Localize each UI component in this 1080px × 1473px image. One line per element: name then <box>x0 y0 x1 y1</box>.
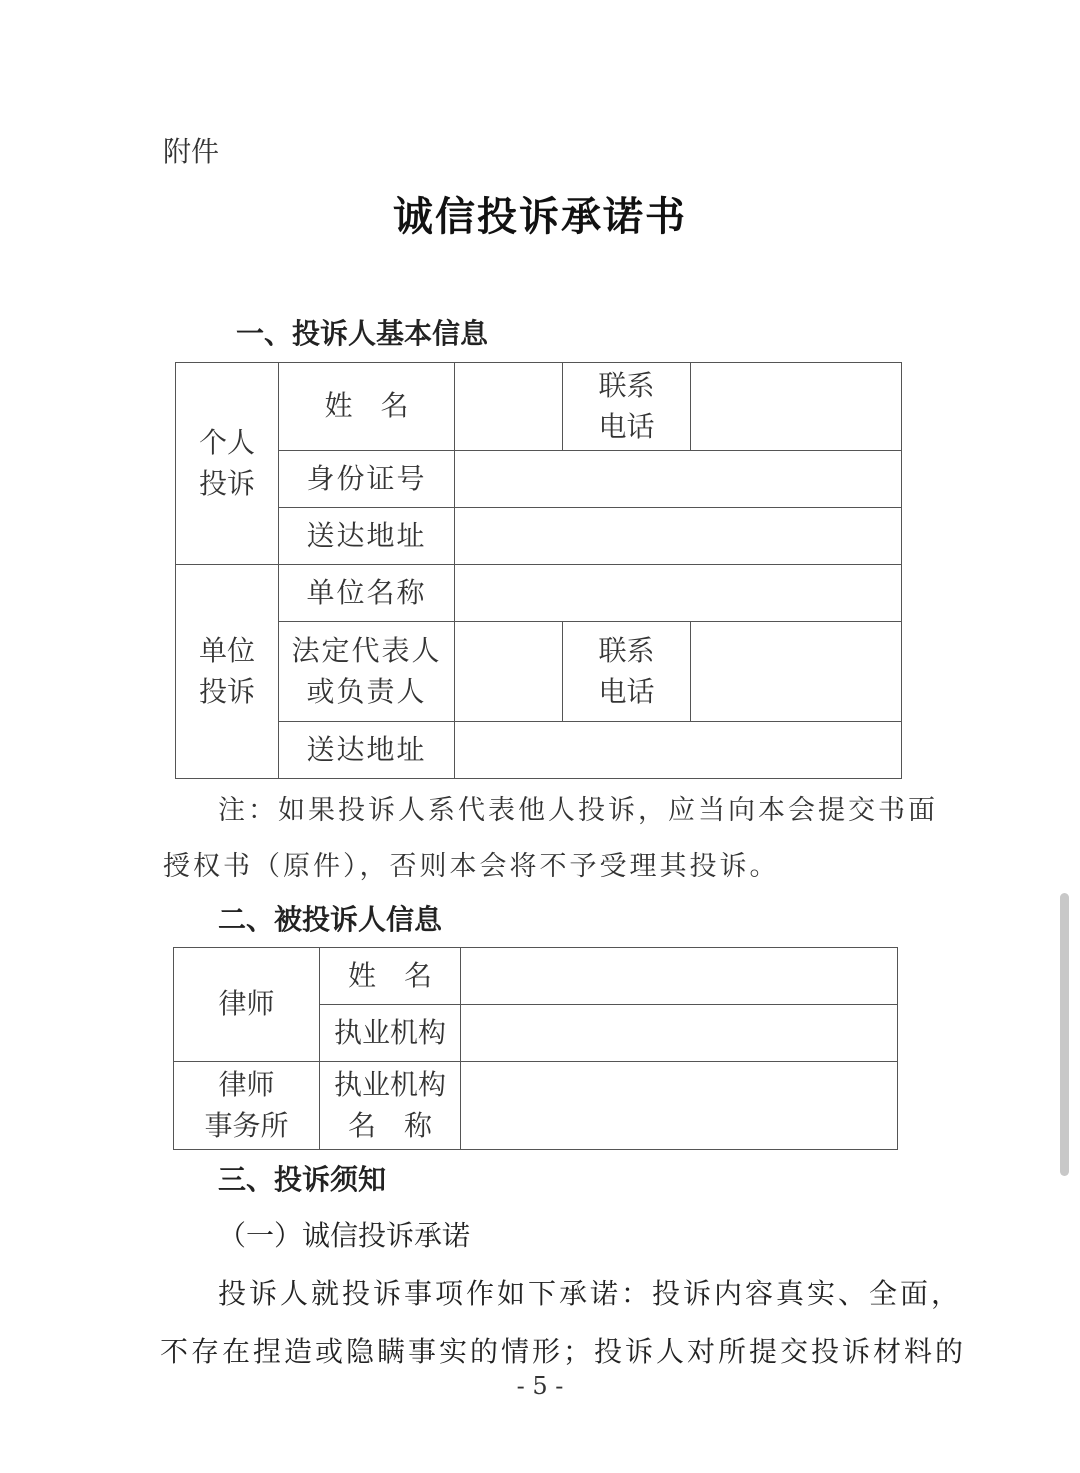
commitment-paragraph-line-1: 投诉人就投诉事项作如下承诺：投诉内容真实、全面， <box>218 1277 963 1310</box>
phone-value-cell[interactable] <box>691 363 902 451</box>
address-value-cell[interactable] <box>455 508 902 565</box>
practice-org-value-cell[interactable] <box>461 1005 898 1062</box>
name-value-cell[interactable] <box>455 363 563 451</box>
vertical-scrollbar[interactable] <box>1060 893 1069 1176</box>
attachment-label: 附件 <box>163 135 220 168</box>
org-name-value-cell[interactable] <box>461 1062 898 1150</box>
lawyer-label: 律师 <box>174 948 320 1062</box>
page-number: - 5 - <box>516 1372 564 1400</box>
legal-representative-value-cell[interactable] <box>455 622 563 722</box>
complainant-info-table <box>175 362 902 779</box>
id-number-value-cell[interactable] <box>455 451 902 508</box>
section3-subheading: （一）诚信投诉承诺 <box>218 1219 471 1252</box>
law-firm-label: 律师 事务所 <box>174 1062 320 1150</box>
address-label: 送达地址 <box>279 508 455 565</box>
note-line-1: 注：如果投诉人系代表他人投诉，应当向本会提交书面 <box>218 795 938 826</box>
id-number-label: 身份证号 <box>279 451 455 508</box>
individual-complaint-label: 个人 投诉 <box>176 363 279 565</box>
phone-label: 联系 电话 <box>563 363 691 451</box>
document-title: 诚信投诉承诺书 <box>393 193 687 240</box>
unit-address-label: 送达地址 <box>279 722 455 779</box>
practice-org-label: 执业机构 <box>320 1005 461 1062</box>
lawyer-name-label: 姓 名 <box>320 948 461 1005</box>
unit-name-value-cell[interactable] <box>455 565 902 622</box>
unit-complaint-label: 单位 投诉 <box>176 565 279 779</box>
respondent-info-table <box>173 947 898 1150</box>
section2-heading: 二、被投诉人信息 <box>218 903 443 936</box>
commitment-paragraph-line-2: 不存在捏造或隐瞒事实的情形；投诉人对所提交投诉材料的 <box>160 1335 967 1368</box>
unit-phone-label: 联系 电话 <box>563 622 691 722</box>
org-name-label: 执业机构 名 称 <box>320 1062 461 1150</box>
unit-address-value-cell[interactable] <box>455 722 902 779</box>
unit-phone-value-cell[interactable] <box>691 622 902 722</box>
lawyer-name-value-cell[interactable] <box>461 948 898 1005</box>
unit-name-label: 单位名称 <box>279 565 455 622</box>
section1-heading: 一、投诉人基本信息 <box>236 317 489 350</box>
section3-heading: 三、投诉须知 <box>218 1163 387 1196</box>
legal-representative-label: 法定代表人 或负责人 <box>279 622 455 722</box>
name-label: 姓 名 <box>279 363 455 451</box>
note-line-2: 授权书（原件），否则本会将不予受理其投诉。 <box>163 851 780 882</box>
